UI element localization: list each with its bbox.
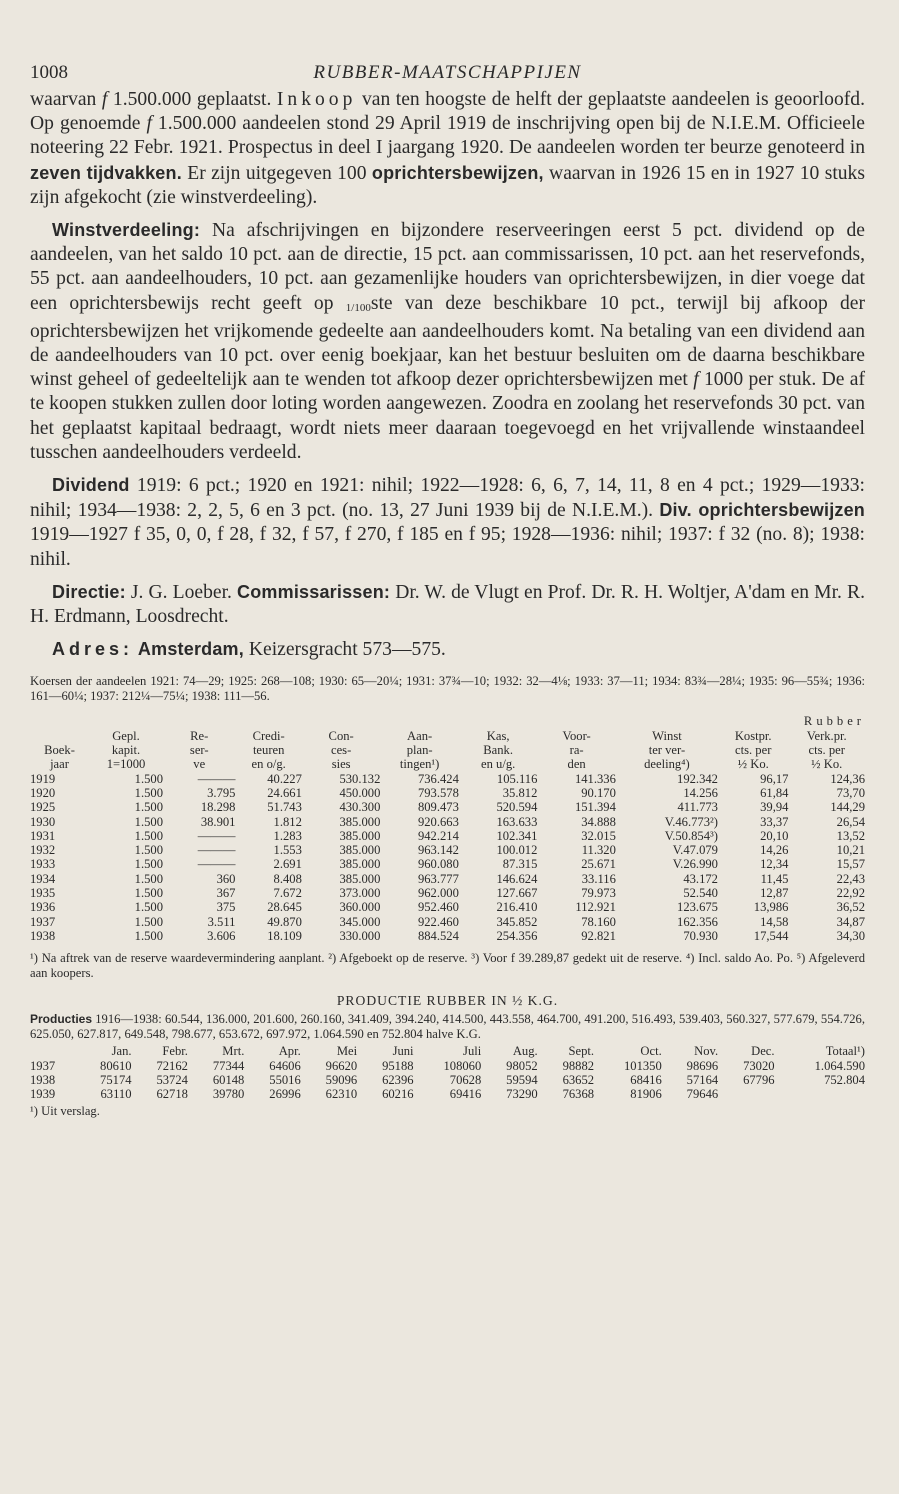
table-cell: 216.410 xyxy=(496,900,538,915)
table-cell: 14,26 xyxy=(760,843,789,858)
table-cell: 124,36 xyxy=(830,771,865,786)
paragraph-directie: Directie: J. G. Loeber. Commissarissen: Dr. W. de Vlugt en Prof. Dr. R. H. Woltjer, A'dam en Mr. R. H. Erdmann, Loosdrecht. xyxy=(30,581,865,628)
running-title: RUBBER-MAATSCHAPPIJEN xyxy=(313,62,582,83)
table-cell: 123.675 xyxy=(677,900,718,915)
production-text: Producties 1916—1938: 60.544, 136.000, 201.600, 260.160, 341.409, 394.240, 414.500, 443.558, 464.700, 491.200, 516.493, 539.403, 560.327, 577.679, 554.726, 625.050, 627.817, 649.548, 798.677, 653.672, 697.972, 1.064.590 en 752.804 halve K.G. xyxy=(30,1012,865,1042)
table-cell: 7.672 xyxy=(273,886,302,901)
table-header-cell: Voor- xyxy=(562,728,591,743)
production-cell: 1938 xyxy=(30,1072,56,1087)
table-cell: 1.500 xyxy=(134,886,164,901)
table-cell: 18.109 xyxy=(267,928,302,943)
table-cell: 146.624 xyxy=(496,871,538,886)
table-header-cell: Kas, xyxy=(486,728,510,743)
production-footnote: ¹) Uit verslag. xyxy=(30,1104,100,1119)
table-cell: 1.500 xyxy=(134,857,164,872)
table-header-cell: Kostpr. xyxy=(734,728,772,743)
table-cell: 39,94 xyxy=(760,800,789,815)
production-title: PRODUCTIE RUBBER IN ½ K.G. xyxy=(336,993,559,1009)
table-cell: 13,52 xyxy=(836,828,865,843)
table-row xyxy=(30,786,865,800)
table-cell: 10,21 xyxy=(836,843,865,858)
table-cell: 12,34 xyxy=(760,857,789,872)
table-cell: 1919 xyxy=(30,771,56,786)
table-cell: 14.256 xyxy=(683,785,718,800)
production-header-cell: Febr. xyxy=(162,1044,188,1059)
production-cell: 75174 xyxy=(100,1072,132,1087)
table-cell: 151.394 xyxy=(574,800,616,815)
production-header-cell: Nov. xyxy=(694,1044,719,1059)
production-cell: 73020 xyxy=(743,1058,775,1073)
koersen-text: Koersen der aandeelen 1921: 74—29; 1925: 268—108; 1930: 65—20¼; 1931: 37¾—10; 1932: 32—4⅛; 1933: 37—11; 1934: 83¾—28¼; 1935: 96—55¾; 1936: 161—60¼; 1937: 212¼—75¼; 1938: 111—56. xyxy=(30,674,865,704)
table-header-cell: ½ Ko. xyxy=(811,757,843,772)
production-cell: 80610 xyxy=(100,1058,132,1073)
table-cell: 411.773 xyxy=(677,800,718,815)
table-cell: 127.667 xyxy=(496,886,538,901)
table-cell: 33.116 xyxy=(581,871,616,886)
table-cell: 11.320 xyxy=(581,843,616,858)
paragraph-adres: Adres: Amsterdam, Keizersgracht 573—575. xyxy=(52,639,446,661)
table-cell: 952.460 xyxy=(417,900,459,915)
table-header-cell: jaar xyxy=(50,757,69,772)
table-header-row xyxy=(30,757,865,771)
table-cell: 1.500 xyxy=(134,828,164,843)
table-cell: 102.341 xyxy=(496,828,538,843)
production-cell: 98696 xyxy=(686,1058,719,1073)
table-cell: 922.460 xyxy=(417,914,459,929)
table-cell: 11,45 xyxy=(760,871,789,886)
paragraph-dividend: Dividend 1919: 6 pct.; 1920 en 1921: nihil; 1922—1928: 6, 6, 7, 14, 11, 8 en 4 pct.; 1929—1933: nihil; 1934—1938: 2, 2, 5, 6 en 3 pct. (no. 13, 27 Juni 1939 bij de N.I.E.M.). Div. oprichtersbewijzen 1919—1927 f 35, 0, 0, f 28, f 32, f 57, f 270, f 185 en f 95; 1928—1936: nihil; 1937: f 32 (no. 8); 1938: nihil. xyxy=(30,475,865,570)
table-cell: 430.300 xyxy=(339,800,381,815)
table-row xyxy=(30,929,865,943)
table-cell: 1934 xyxy=(30,871,56,886)
table-header-cell: 1=1000 xyxy=(106,757,146,772)
table-header-cell: en o/g. xyxy=(251,757,286,772)
production-cell: 73290 xyxy=(506,1087,538,1102)
production-cell: 59594 xyxy=(506,1072,538,1087)
table-cell: 385.000 xyxy=(339,871,381,886)
production-cell: 98882 xyxy=(562,1058,595,1073)
table-cell: 73,70 xyxy=(836,785,865,800)
table-cell: 36,52 xyxy=(836,900,865,915)
page xyxy=(30,58,865,1119)
table-cell: 3.606 xyxy=(207,928,236,943)
table-cell: 43.172 xyxy=(683,871,718,886)
table-cell: 345.000 xyxy=(339,914,381,929)
table-cell: 1931 xyxy=(30,828,56,843)
table-cell: 385.000 xyxy=(339,814,381,829)
production-cell: 57164 xyxy=(686,1072,719,1087)
table-cell: 32.015 xyxy=(581,828,616,843)
table-cell: 163.633 xyxy=(496,814,538,829)
production-cell: 60148 xyxy=(212,1072,245,1087)
table-cell: 345.852 xyxy=(496,914,538,929)
table-cell: 1.500 xyxy=(134,771,164,786)
production-header-cell: Dec. xyxy=(751,1044,775,1059)
table-cell: 192.342 xyxy=(677,771,718,786)
table-cell: 38.901 xyxy=(200,814,236,829)
table-cell: 530.132 xyxy=(339,771,381,786)
table-cell: 78.160 xyxy=(581,914,616,929)
table-row xyxy=(30,829,865,843)
table-row xyxy=(30,815,865,829)
table-cell: 254.356 xyxy=(496,928,538,943)
table-cell: 2.691 xyxy=(273,857,302,872)
table-cell: 520.594 xyxy=(496,800,538,815)
table-cell: 793.578 xyxy=(417,785,459,800)
table-cell: 385.000 xyxy=(339,843,381,858)
table-cell: 26,54 xyxy=(836,814,865,829)
table-header-cell: ve xyxy=(193,757,206,772)
table-cell: 1.500 xyxy=(134,785,164,800)
table-cell: 22,43 xyxy=(836,871,865,886)
production-cell: 70628 xyxy=(449,1072,482,1087)
production-header-cell: Sept. xyxy=(568,1044,595,1059)
production-cell: 68416 xyxy=(630,1072,662,1087)
production-cell: 1939 xyxy=(30,1087,56,1102)
table-cell: 1938 xyxy=(30,928,56,943)
production-cell: 95188 xyxy=(382,1058,414,1073)
table-header-cell: Verk.pr. xyxy=(806,728,847,743)
production-cell: 55016 xyxy=(269,1072,301,1087)
table-cell: 1.500 xyxy=(134,800,164,815)
production-cell: 63652 xyxy=(562,1072,595,1087)
production-header-cell: Juni xyxy=(392,1044,414,1059)
production-cell: 1937 xyxy=(30,1058,56,1073)
table-cell: 1.812 xyxy=(273,814,302,829)
table-cell: 1933 xyxy=(30,857,56,872)
production-header-cell: Mrt. xyxy=(222,1044,245,1059)
production-cell: 81906 xyxy=(630,1087,662,1102)
table-cell: 20,10 xyxy=(760,828,789,843)
table-cell: 112.921 xyxy=(575,900,616,915)
table-cell: 1.500 xyxy=(134,814,164,829)
production-header-cell: Aug. xyxy=(512,1044,538,1059)
table-cell: 884.524 xyxy=(417,928,459,943)
table-cell: 1936 xyxy=(30,900,56,915)
table-cell: 963.777 xyxy=(417,871,459,886)
table-cell: 87.315 xyxy=(502,857,538,872)
table-header-cell: ces- xyxy=(331,743,352,758)
table-cell: 40.227 xyxy=(267,771,302,786)
page-number: 1008 xyxy=(30,62,68,83)
table-header-cell: Credi- xyxy=(252,728,285,743)
table-cell: 373.000 xyxy=(339,886,381,901)
table-header-cell: Boek- xyxy=(44,743,75,758)
table-cell: V.47.079 xyxy=(672,843,718,858)
table-row xyxy=(30,900,865,914)
table-cell: 736.424 xyxy=(417,771,459,786)
table-cell: 375 xyxy=(216,900,236,915)
table-cell: 963.142 xyxy=(417,843,459,858)
table-cell: 1920 xyxy=(30,785,56,800)
production-row xyxy=(30,1059,865,1073)
table-header-cell xyxy=(30,729,89,743)
table-cell: ——— xyxy=(197,828,236,843)
table-cell: 1.500 xyxy=(134,928,164,943)
table-cell: V.46.773²) xyxy=(664,814,718,829)
table-header-cell: tingen¹) xyxy=(399,757,440,772)
table-cell: 35.812 xyxy=(502,785,538,800)
table-cell: ——— xyxy=(197,843,236,858)
table-cell: 25.671 xyxy=(581,857,616,872)
production-table xyxy=(30,1044,865,1101)
table-row xyxy=(30,857,865,871)
production-cell: 39780 xyxy=(212,1087,245,1102)
table-cell: 52.540 xyxy=(683,886,718,901)
table-header-row xyxy=(30,729,865,743)
production-header-cell xyxy=(30,1044,75,1058)
table-header-cell: deeling⁴) xyxy=(644,757,690,772)
production-header-cell: Oct. xyxy=(640,1044,662,1059)
table-cell: 34,30 xyxy=(836,928,865,943)
table-header-cell: Bank. xyxy=(483,743,513,758)
table-cell: 1932 xyxy=(30,843,56,858)
production-cell: 69416 xyxy=(449,1087,482,1102)
table-cell: 367 xyxy=(216,886,236,901)
table-cell: 1925 xyxy=(30,800,56,815)
production-cell: 77344 xyxy=(212,1058,245,1073)
production-cell: 108060 xyxy=(443,1058,482,1073)
table-cell: 1.500 xyxy=(134,914,164,929)
table-cell: 70.930 xyxy=(683,928,718,943)
table-cell: 14,58 xyxy=(760,914,789,929)
table-cell: 1935 xyxy=(30,886,56,901)
table-header-cell: Gepl. xyxy=(112,728,140,743)
table-cell: 962.000 xyxy=(417,886,459,901)
table-cell: 1.500 xyxy=(134,843,164,858)
table-header-cell: Re- xyxy=(190,728,209,743)
table-group-header: Rubber xyxy=(803,714,865,729)
production-cell xyxy=(775,1087,865,1101)
table-row xyxy=(30,915,865,929)
table-footnote: ¹) Na aftrek van de reserve waardevermindering aanplant. ²) Afgeboekt op de reserve. ³) Voor f 39.289,87 gedekt uit de reserve. ⁴) Incl. saldo Ao. Po. ⁵) Afgeleverd aan koopers. xyxy=(30,951,865,981)
table-cell: 33,37 xyxy=(760,814,789,829)
table-header-cell: sies xyxy=(331,757,351,772)
table-cell: 960.080 xyxy=(417,857,459,872)
production-cell: 62310 xyxy=(325,1087,358,1102)
table-header-cell: Con- xyxy=(328,728,354,743)
production-cell: 79646 xyxy=(686,1087,719,1102)
table-cell: 100.012 xyxy=(496,843,538,858)
production-header-cell: Mei xyxy=(336,1044,358,1059)
table-cell: 28.645 xyxy=(267,900,302,915)
table-cell: 8.408 xyxy=(273,871,302,886)
table-cell: 90.170 xyxy=(581,785,616,800)
table-cell: 1.500 xyxy=(134,900,164,915)
production-cell: 76368 xyxy=(562,1087,595,1102)
table-header-cell: cts. per xyxy=(808,743,845,758)
financial-table xyxy=(30,714,865,943)
table-cell: 1.283 xyxy=(273,828,302,843)
table-header-cell: en u/g. xyxy=(481,757,516,772)
table-cell: 79.973 xyxy=(581,886,616,901)
production-cell: 53724 xyxy=(156,1072,188,1087)
table-cell: 162.356 xyxy=(677,914,718,929)
table-row xyxy=(30,886,865,900)
table-cell: 12,87 xyxy=(760,886,789,901)
table-cell: 15,57 xyxy=(836,857,865,872)
table-header-cell: kapit. xyxy=(111,743,141,758)
table-header-cell: cts. per xyxy=(735,743,772,758)
production-cell: 62718 xyxy=(156,1087,188,1102)
production-row xyxy=(30,1087,865,1101)
production-header-cell: Juli xyxy=(463,1044,482,1059)
production-cell: 1.064.590 xyxy=(814,1058,865,1073)
table-cell: 1.553 xyxy=(273,843,302,858)
table-cell: 1930 xyxy=(30,814,56,829)
table-cell: 385.000 xyxy=(339,828,381,843)
table-cell: 330.000 xyxy=(339,928,381,943)
table-cell: V.50.854³) xyxy=(664,828,718,843)
table-cell: 809.473 xyxy=(417,800,459,815)
table-header-cell: den xyxy=(567,757,586,772)
production-cell xyxy=(718,1087,774,1101)
table-cell: 1.500 xyxy=(134,871,164,886)
table-cell: 360.000 xyxy=(339,900,381,915)
table-cell: 450.000 xyxy=(339,785,381,800)
production-cell: 64606 xyxy=(269,1058,301,1073)
table-cell: 34.888 xyxy=(581,814,616,829)
table-cell: 92.821 xyxy=(581,928,616,943)
production-row xyxy=(30,1073,865,1087)
table-cell: 22,92 xyxy=(836,886,865,901)
production-cell: 72162 xyxy=(156,1058,188,1073)
table-cell: 96,17 xyxy=(760,771,789,786)
table-row xyxy=(30,843,865,857)
table-cell: 17,544 xyxy=(753,928,789,943)
table-cell: 49.870 xyxy=(267,914,302,929)
production-cell: 63110 xyxy=(100,1087,132,1102)
table-cell: 360 xyxy=(216,871,236,886)
production-cell: 101350 xyxy=(623,1058,662,1073)
table-cell: 920.663 xyxy=(417,814,459,829)
production-cell: 752.804 xyxy=(824,1072,865,1087)
table-header-cell: ser- xyxy=(189,743,209,758)
production-cell: 98052 xyxy=(506,1058,538,1073)
table-cell: 105.116 xyxy=(496,771,538,786)
table-cell: 385.000 xyxy=(339,857,381,872)
table-cell: 141.336 xyxy=(574,771,616,786)
page-header xyxy=(30,58,865,88)
table-header-cell: Aan- xyxy=(407,728,433,743)
production-cell: 67796 xyxy=(743,1072,775,1087)
table-cell: 51.743 xyxy=(267,800,302,815)
table-header-cell: plan- xyxy=(406,743,433,758)
table-header-row xyxy=(30,743,865,757)
table-cell: 61,84 xyxy=(760,785,789,800)
table-cell: 3.795 xyxy=(207,785,236,800)
table-cell: 13,986 xyxy=(753,900,789,915)
table-cell: V.26.990 xyxy=(672,857,718,872)
table-cell: 3.511 xyxy=(207,914,236,929)
table-row xyxy=(30,800,865,814)
production-header-cell: Apr. xyxy=(278,1044,301,1059)
production-cell: 59096 xyxy=(325,1072,358,1087)
table-row xyxy=(30,772,865,786)
table-header-cell: teuren xyxy=(252,743,285,758)
table-header-cell: ½ Ko. xyxy=(737,757,769,772)
table-cell: 18.298 xyxy=(200,800,236,815)
table-cell: 34,87 xyxy=(836,914,865,929)
table-header-cell: Winst xyxy=(652,728,682,743)
table-cell: 24.661 xyxy=(267,785,302,800)
table-header-cell: ra- xyxy=(569,743,584,758)
table-header-cell: ter ver- xyxy=(648,743,686,758)
production-cell: 96620 xyxy=(325,1058,358,1073)
production-cell: 60216 xyxy=(382,1087,414,1102)
table-cell: ——— xyxy=(197,857,236,872)
production-header-row xyxy=(30,1044,865,1058)
table-row xyxy=(30,872,865,886)
production-header-cell: Jan. xyxy=(111,1044,132,1059)
production-cell: 62396 xyxy=(382,1072,414,1087)
paragraph-capital: waarvan f 1.500.000 geplaatst. Inkoop van ten hoogste de helft der geplaatste aandeelen is geoorloofd. Op genoemde f 1.500.000 aandeelen stond 29 April 1919 de inschrijving open bij de N.I.E.M. Officieele noteering 22 Febr. 1921. Prospectus in deel I jaargang 1920. De aandeelen worden ter beurze genoteerd in zeven tijdvakken. Er zijn uitgegeven 100 oprichtersbewijzen, waarvan in 1926 15 en in 1927 10 stuks zijn afgekocht (zie winstverdeeling). xyxy=(30,89,865,208)
table-cell: 942.214 xyxy=(417,828,459,843)
table-cell: 144,29 xyxy=(830,800,865,815)
table-cell: 1937 xyxy=(30,914,56,929)
table-cell: ——— xyxy=(197,771,236,786)
production-cell: 26996 xyxy=(269,1087,301,1102)
production-header-cell: Totaal¹) xyxy=(825,1044,865,1059)
paragraph-winstverdeeling: Winstverdeeling: Na afschrijvingen en bijzondere reserveeringen eerst 5 pct. dividend op de aandeelen, van het saldo 10 pct. aan de directie, 15 pct. aan commissarissen, 10 pct. aan het reservefonds, 55 pct. aan aandeelhouders, 10 pct. aan gezamenlijke houders van oprichtersbewijzen, in dier voege dat een oprichtersbewijs recht geeft op 1/100ste van deze beschikbare 10 pct., terwijl bij afkoop der oprichtersbewijzen het vrijkomende gedeelte aan aandeelhouders komt. Na betaling van een dividend aan de aandeelhouders van 10 pct. over eenig boekjaar, kan het bestuur besluiten om de daarna beschikbare winst geheel of gedeeltelijk aan te wenden tot afkoop dezer oprichtersbewijzen met f 1000 per stuk. De af te koopen stukken zullen door loting worden aangewezen. Zoodra en zoolang het reservefonds 30 pct. van het geplaatst kapitaal bedraagt, wordt niets meer daaraan toegevoegd en het vrijvallende winstaandeel tusschen aandeelhouders verdeeld. xyxy=(30,220,865,463)
